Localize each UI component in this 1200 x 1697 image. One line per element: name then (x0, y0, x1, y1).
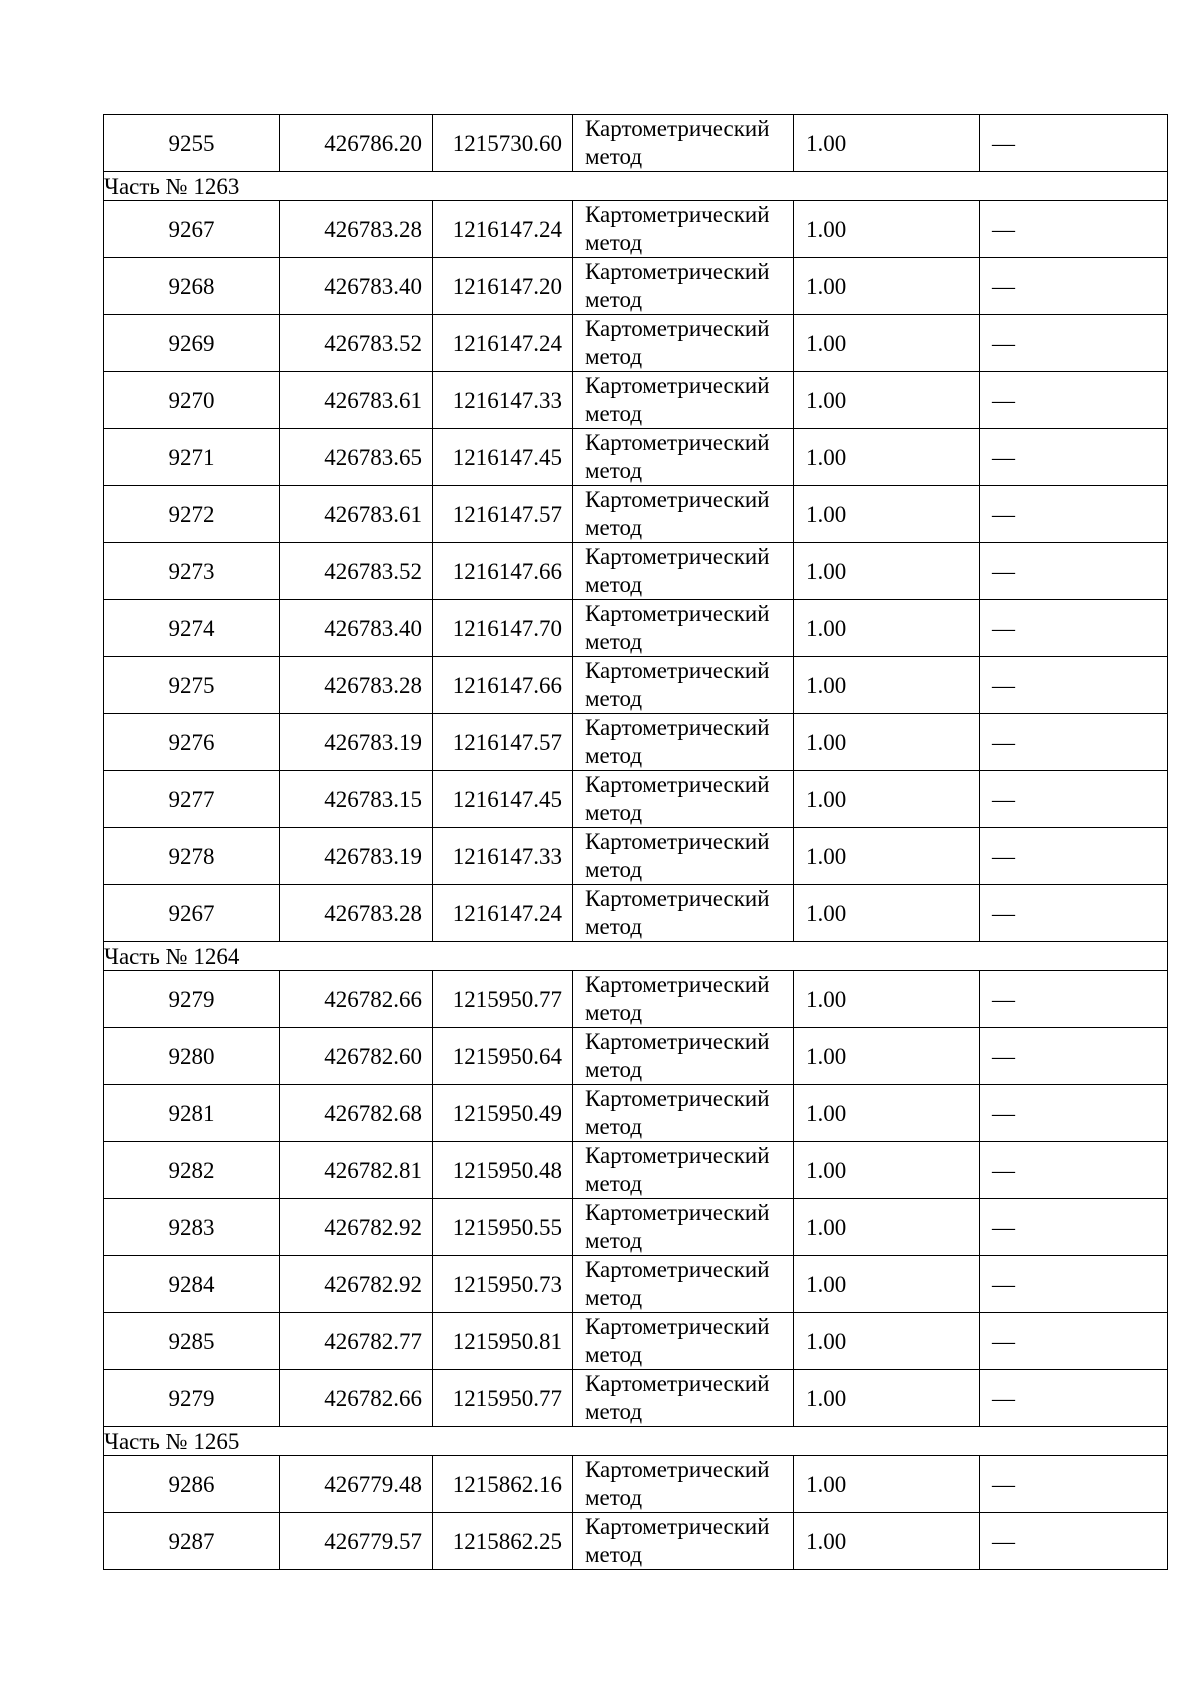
x-coordinate-cell: 426783.65 (280, 429, 433, 486)
method-cell (573, 1256, 794, 1313)
y-coordinate-cell: 1215862.16 (433, 1456, 573, 1513)
method-cell (573, 1199, 794, 1256)
x-coordinate-cell: 426783.61 (280, 372, 433, 429)
table-row (104, 372, 1168, 429)
y-coordinate-cell: 1215950.64 (433, 1028, 573, 1085)
table-row (104, 657, 1168, 714)
y-coordinate-cell: 1216147.45 (433, 429, 573, 486)
part-header-row (104, 172, 1168, 201)
method-line-1: Картометрический (585, 430, 770, 455)
method-line-2: метод (585, 1114, 643, 1139)
x-coordinate-cell: 426782.77 (280, 1313, 433, 1370)
x-coordinate-cell: 426786.20 (280, 115, 433, 172)
method-line-2: метод (585, 572, 643, 597)
y-coordinate-cell: 1216147.66 (433, 543, 573, 600)
x-coordinate-cell: 426783.52 (280, 315, 433, 372)
description-cell: — (980, 115, 1168, 172)
precision-cell: 1.00 (794, 1085, 980, 1142)
method-cell (573, 828, 794, 885)
method-line-1: Картометрический (585, 202, 770, 227)
method-line-1: Картометрический (585, 1257, 770, 1282)
method-line-2: метод (585, 401, 643, 426)
part-header-row (104, 1427, 1168, 1456)
table-row (104, 115, 1168, 172)
method-line-1: Картометрический (585, 373, 770, 398)
method-line-1: Картометрический (585, 829, 770, 854)
precision-cell: 1.00 (794, 1028, 980, 1085)
method-cell (573, 657, 794, 714)
y-coordinate-cell: 1215950.49 (433, 1085, 573, 1142)
method-cell (573, 1085, 794, 1142)
method-cell (573, 258, 794, 315)
method-cell (573, 600, 794, 657)
x-coordinate-cell: 426783.19 (280, 714, 433, 771)
description-cell: — (980, 315, 1168, 372)
precision-cell: 1.00 (794, 1370, 980, 1427)
method-line-1: Картометрический (585, 544, 770, 569)
precision-cell: 1.00 (794, 372, 980, 429)
y-coordinate-cell: 1216147.24 (433, 315, 573, 372)
table-row (104, 1513, 1168, 1570)
precision-cell: 1.00 (794, 429, 980, 486)
point-number-cell: 9283 (104, 1199, 280, 1256)
part-header-row (104, 942, 1168, 971)
method-line-2: метод (585, 629, 643, 654)
point-number-cell: 9269 (104, 315, 280, 372)
precision-cell: 1.00 (794, 201, 980, 258)
part-label: Часть № 1264 (104, 942, 1168, 971)
description-cell: — (980, 201, 1168, 258)
x-coordinate-cell: 426783.28 (280, 657, 433, 714)
point-number-cell: 9268 (104, 258, 280, 315)
x-coordinate-cell: 426783.28 (280, 201, 433, 258)
method-line-1: Картометрический (585, 1371, 770, 1396)
x-coordinate-cell: 426779.48 (280, 1456, 433, 1513)
description-cell: — (980, 1028, 1168, 1085)
table-row (104, 600, 1168, 657)
description-cell: — (980, 1142, 1168, 1199)
y-coordinate-cell: 1216147.57 (433, 714, 573, 771)
precision-cell: 1.00 (794, 315, 980, 372)
x-coordinate-cell: 426782.60 (280, 1028, 433, 1085)
x-coordinate-cell: 426783.40 (280, 600, 433, 657)
description-cell: — (980, 1370, 1168, 1427)
x-coordinate-cell: 426783.52 (280, 543, 433, 600)
x-coordinate-cell: 426783.19 (280, 828, 433, 885)
y-coordinate-cell: 1215950.81 (433, 1313, 573, 1370)
coordinates-table-body (104, 115, 1168, 1570)
method-line-2: метод (585, 800, 643, 825)
precision-cell: 1.00 (794, 486, 980, 543)
description-cell: — (980, 771, 1168, 828)
table-row (104, 486, 1168, 543)
precision-cell: 1.00 (794, 115, 980, 172)
method-cell (573, 714, 794, 771)
method-line-1: Картометрический (585, 601, 770, 626)
precision-cell: 1.00 (794, 657, 980, 714)
table-row (104, 771, 1168, 828)
x-coordinate-cell: 426783.40 (280, 258, 433, 315)
precision-cell: 1.00 (794, 1199, 980, 1256)
method-cell (573, 771, 794, 828)
y-coordinate-cell: 1215862.25 (433, 1513, 573, 1570)
point-number-cell: 9277 (104, 771, 280, 828)
method-line-2: метод (585, 686, 643, 711)
table-row (104, 201, 1168, 258)
x-coordinate-cell: 426782.92 (280, 1256, 433, 1313)
description-cell: — (980, 828, 1168, 885)
method-line-2: метод (585, 1057, 643, 1082)
table-row (104, 315, 1168, 372)
precision-cell: 1.00 (794, 771, 980, 828)
point-number-cell: 9270 (104, 372, 280, 429)
method-line-2: метод (585, 458, 643, 483)
method-cell (573, 543, 794, 600)
method-line-1: Картометрический (585, 487, 770, 512)
method-line-1: Картометрический (585, 1457, 770, 1482)
method-line-2: метод (585, 1285, 643, 1310)
method-line-1: Картометрический (585, 316, 770, 341)
point-number-cell: 9267 (104, 201, 280, 258)
y-coordinate-cell: 1216147.33 (433, 372, 573, 429)
description-cell: — (980, 1256, 1168, 1313)
table-row (104, 1456, 1168, 1513)
method-line-1: Картометрический (585, 1029, 770, 1054)
method-cell (573, 429, 794, 486)
method-cell (573, 372, 794, 429)
precision-cell: 1.00 (794, 828, 980, 885)
x-coordinate-cell: 426783.28 (280, 885, 433, 942)
method-line-1: Картометрический (585, 1143, 770, 1168)
method-line-1: Картометрический (585, 715, 770, 740)
precision-cell: 1.00 (794, 971, 980, 1028)
table-row (104, 1370, 1168, 1427)
table-row (104, 258, 1168, 315)
point-number-cell: 9278 (104, 828, 280, 885)
precision-cell: 1.00 (794, 543, 980, 600)
point-number-cell: 9267 (104, 885, 280, 942)
x-coordinate-cell: 426782.92 (280, 1199, 433, 1256)
point-number-cell: 9279 (104, 1370, 280, 1427)
description-cell: — (980, 714, 1168, 771)
part-label: Часть № 1265 (104, 1427, 1168, 1456)
method-cell (573, 1028, 794, 1085)
method-cell (573, 315, 794, 372)
table-row (104, 429, 1168, 486)
y-coordinate-cell: 1216147.66 (433, 657, 573, 714)
method-line-1: Картометрический (585, 886, 770, 911)
method-line-2: метод (585, 230, 643, 255)
point-number-cell: 9273 (104, 543, 280, 600)
table-row (104, 1256, 1168, 1313)
table-row (104, 714, 1168, 771)
y-coordinate-cell: 1215950.55 (433, 1199, 573, 1256)
method-line-2: метод (585, 1542, 643, 1567)
method-cell (573, 115, 794, 172)
table-row (104, 543, 1168, 600)
description-cell: — (980, 372, 1168, 429)
description-cell: — (980, 258, 1168, 315)
x-coordinate-cell: 426782.68 (280, 1085, 433, 1142)
point-number-cell: 9272 (104, 486, 280, 543)
y-coordinate-cell: 1215950.77 (433, 971, 573, 1028)
method-line-1: Картометрический (585, 1086, 770, 1111)
x-coordinate-cell: 426779.57 (280, 1513, 433, 1570)
table-row (104, 1313, 1168, 1370)
method-line-1: Картометрический (585, 116, 770, 141)
table-row (104, 1085, 1168, 1142)
method-line-2: метод (585, 1485, 643, 1510)
y-coordinate-cell: 1215950.77 (433, 1370, 573, 1427)
y-coordinate-cell: 1216147.57 (433, 486, 573, 543)
method-line-2: метод (585, 287, 643, 312)
method-cell (573, 1513, 794, 1570)
method-cell (573, 1142, 794, 1199)
coordinates-table (103, 114, 1168, 1570)
precision-cell: 1.00 (794, 714, 980, 771)
method-line-1: Картометрический (585, 1314, 770, 1339)
y-coordinate-cell: 1216147.24 (433, 201, 573, 258)
x-coordinate-cell: 426782.66 (280, 971, 433, 1028)
method-cell (573, 486, 794, 543)
point-number-cell: 9284 (104, 1256, 280, 1313)
x-coordinate-cell: 426782.81 (280, 1142, 433, 1199)
y-coordinate-cell: 1215950.48 (433, 1142, 573, 1199)
table-row (104, 971, 1168, 1028)
method-cell (573, 971, 794, 1028)
table-row (104, 828, 1168, 885)
table-row (104, 885, 1168, 942)
y-coordinate-cell: 1216147.33 (433, 828, 573, 885)
method-line-2: метод (585, 515, 643, 540)
method-cell (573, 201, 794, 258)
method-line-1: Картометрический (585, 259, 770, 284)
y-coordinate-cell: 1216147.45 (433, 771, 573, 828)
method-line-1: Картометрический (585, 658, 770, 683)
point-number-cell: 9287 (104, 1513, 280, 1570)
description-cell: — (980, 1513, 1168, 1570)
table-row (104, 1028, 1168, 1085)
method-line-2: метод (585, 1228, 643, 1253)
description-cell: — (980, 657, 1168, 714)
description-cell: — (980, 600, 1168, 657)
precision-cell: 1.00 (794, 1256, 980, 1313)
method-line-1: Картометрический (585, 1200, 770, 1225)
point-number-cell: 9282 (104, 1142, 280, 1199)
method-line-2: метод (585, 144, 643, 169)
x-coordinate-cell: 426782.66 (280, 1370, 433, 1427)
part-label: Часть № 1263 (104, 172, 1168, 201)
description-cell: — (980, 885, 1168, 942)
description-cell: — (980, 1313, 1168, 1370)
method-cell (573, 1313, 794, 1370)
precision-cell: 1.00 (794, 1313, 980, 1370)
precision-cell: 1.00 (794, 600, 980, 657)
point-number-cell: 9279 (104, 971, 280, 1028)
description-cell: — (980, 543, 1168, 600)
point-number-cell: 9274 (104, 600, 280, 657)
point-number-cell: 9280 (104, 1028, 280, 1085)
description-cell: — (980, 1199, 1168, 1256)
description-cell: — (980, 1456, 1168, 1513)
method-cell (573, 885, 794, 942)
method-line-2: метод (585, 1399, 643, 1424)
point-number-cell: 9281 (104, 1085, 280, 1142)
description-cell: — (980, 486, 1168, 543)
description-cell: — (980, 971, 1168, 1028)
x-coordinate-cell: 426783.61 (280, 486, 433, 543)
description-cell: — (980, 1085, 1168, 1142)
point-number-cell: 9255 (104, 115, 280, 172)
y-coordinate-cell: 1216147.20 (433, 258, 573, 315)
method-cell (573, 1370, 794, 1427)
y-coordinate-cell: 1216147.70 (433, 600, 573, 657)
method-line-2: метод (585, 1342, 643, 1367)
method-line-2: метод (585, 857, 643, 882)
method-line-2: метод (585, 1000, 643, 1025)
point-number-cell: 9286 (104, 1456, 280, 1513)
x-coordinate-cell: 426783.15 (280, 771, 433, 828)
y-coordinate-cell: 1215730.60 (433, 115, 573, 172)
method-line-2: метод (585, 914, 643, 939)
point-number-cell: 9285 (104, 1313, 280, 1370)
precision-cell: 1.00 (794, 885, 980, 942)
precision-cell: 1.00 (794, 258, 980, 315)
method-line-1: Картометрический (585, 972, 770, 997)
precision-cell: 1.00 (794, 1142, 980, 1199)
point-number-cell: 9271 (104, 429, 280, 486)
method-line-1: Картометрический (585, 1514, 770, 1539)
point-number-cell: 9275 (104, 657, 280, 714)
method-line-2: метод (585, 344, 643, 369)
point-number-cell: 9276 (104, 714, 280, 771)
method-line-1: Картометрический (585, 772, 770, 797)
y-coordinate-cell: 1216147.24 (433, 885, 573, 942)
method-cell (573, 1456, 794, 1513)
y-coordinate-cell: 1215950.73 (433, 1256, 573, 1313)
table-row (104, 1199, 1168, 1256)
description-cell: — (980, 429, 1168, 486)
precision-cell: 1.00 (794, 1456, 980, 1513)
method-line-2: метод (585, 1171, 643, 1196)
table-row (104, 1142, 1168, 1199)
precision-cell: 1.00 (794, 1513, 980, 1570)
method-line-2: метод (585, 743, 643, 768)
